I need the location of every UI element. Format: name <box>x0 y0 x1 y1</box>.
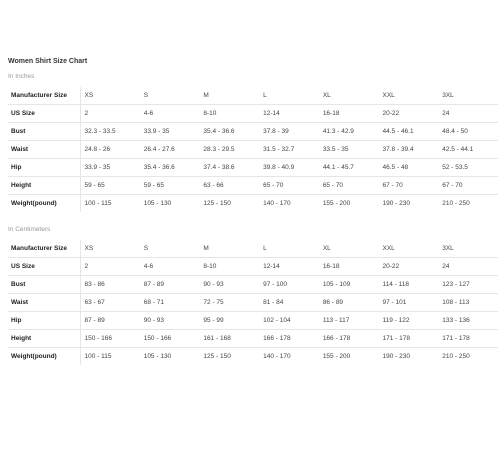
table-cell: 4-6 <box>140 258 200 276</box>
table-cell: S <box>140 240 200 258</box>
table-cell: 140 - 170 <box>263 353 291 360</box>
row-label: Height <box>8 330 80 348</box>
table-cell: 171 - 178 <box>379 330 439 348</box>
table-cell: 123 - 127 <box>438 276 498 294</box>
table-cell: L <box>259 240 319 258</box>
row-label: Weight(pound) <box>8 195 80 213</box>
centimeters-caption: In Centimeters <box>8 226 51 233</box>
table-cell: 12-14 <box>259 258 319 276</box>
table-row <box>8 195 498 213</box>
table-cell: L <box>259 87 319 105</box>
table-cell: 90 - 93 <box>199 276 259 294</box>
table-cell: 190 - 230 <box>382 200 410 207</box>
table-row <box>8 123 498 141</box>
table-cell: 171 - 178 <box>438 330 498 348</box>
table-cell: 35.4 - 36.6 <box>140 159 200 177</box>
table-cell: 41.3 - 42.9 <box>319 123 379 141</box>
table-cell: 33.5 - 35 <box>319 141 379 159</box>
table-row <box>8 87 498 105</box>
table-cell: 12-14 <box>259 105 319 123</box>
table-cell: XL <box>319 87 379 105</box>
table-cell: 155 - 200 <box>322 353 351 360</box>
table-cell: 59 - 65 <box>80 177 140 195</box>
table-cell: 24 <box>438 105 498 123</box>
table-cell: 108 - 113 <box>438 294 498 312</box>
table-cell: 114 - 118 <box>379 276 439 294</box>
table-row <box>8 159 498 177</box>
row-label: US Size <box>8 105 80 123</box>
inches-size-table <box>8 87 498 212</box>
table-cell: 72 - 75 <box>199 294 259 312</box>
table-row <box>8 258 498 276</box>
table-cell: 39.8 - 40.9 <box>259 159 319 177</box>
table-row <box>8 294 498 312</box>
table-cell: 48.4 - 50 <box>438 123 498 141</box>
table-cell: M <box>199 240 259 258</box>
row-label: Bust <box>8 276 80 294</box>
table-row <box>8 177 498 195</box>
table-cell: 46.5 - 48 <box>379 159 439 177</box>
row-label: Height <box>8 177 80 195</box>
table-cell: 65 - 70 <box>319 177 379 195</box>
table-cell: 37.8 - 39.4 <box>379 141 439 159</box>
table-cell: 81 - 84 <box>259 294 319 312</box>
table-cell: 8-10 <box>199 105 259 123</box>
table-cell: 155 - 200 <box>322 200 351 207</box>
table-cell: 3XL <box>438 240 498 258</box>
table-cell: 44.1 - 45.7 <box>319 159 379 177</box>
table-cell: 2 <box>80 105 140 123</box>
table-cell: XS <box>80 240 140 258</box>
table-cell: 68 - 71 <box>140 294 200 312</box>
table-cell: M <box>199 87 259 105</box>
centimeters-size-table <box>8 240 498 365</box>
table-cell: 97 - 101 <box>379 294 439 312</box>
table-cell: 52 - 53.5 <box>438 159 498 177</box>
table-cell: 65 - 70 <box>259 177 319 195</box>
table-cell: 35.4 - 36.6 <box>199 123 259 141</box>
table-cell: 63 - 67 <box>80 294 140 312</box>
table-cell: 8-10 <box>199 258 259 276</box>
table-row <box>8 348 498 366</box>
table-cell: 42.5 - 44.1 <box>438 141 498 159</box>
table-cell: XXL <box>379 87 439 105</box>
table-cell: 105 - 109 <box>319 276 379 294</box>
table-cell: 90 - 93 <box>140 312 200 330</box>
table-cell: 3XL <box>438 87 498 105</box>
table-cell: 95 - 99 <box>199 312 259 330</box>
row-label: Waist <box>8 294 80 312</box>
table-cell: 113 - 117 <box>319 312 379 330</box>
table-cell: 140 - 170 <box>263 200 291 207</box>
table-cell: 150 - 166 <box>80 330 140 348</box>
table-cell: 133 - 136 <box>438 312 498 330</box>
table-cell: 125 - 150 <box>203 353 231 360</box>
table-cell: 26.4 - 27.6 <box>140 141 200 159</box>
table-cell: 63 - 66 <box>199 177 259 195</box>
row-label: Hip <box>8 159 80 177</box>
table-cell: 37.8 - 39 <box>259 123 319 141</box>
table-cell: 119 - 122 <box>379 312 439 330</box>
table-cell: 20-22 <box>379 105 439 123</box>
table-cell: 28.3 - 29.5 <box>199 141 259 159</box>
table-cell: XS <box>80 87 140 105</box>
table-cell: 125 - 150 <box>203 200 231 207</box>
table-cell: XXL <box>379 240 439 258</box>
table-cell: 16-18 <box>319 258 379 276</box>
table-row <box>8 240 498 258</box>
table-row <box>8 276 498 294</box>
row-label: Bust <box>8 123 80 141</box>
table-cell: 102 - 104 <box>259 312 319 330</box>
table-cell: 16-18 <box>319 105 379 123</box>
table-cell: 87 - 89 <box>140 276 200 294</box>
table-cell: 87 - 89 <box>80 312 140 330</box>
table-row <box>8 105 498 123</box>
table-cell: 24 <box>438 258 498 276</box>
table-cell: 210 - 250 <box>442 200 470 207</box>
table-cell: 190 - 230 <box>382 353 410 360</box>
table-cell: 166 - 178 <box>319 330 379 348</box>
table-cell: 2 <box>80 258 140 276</box>
table-cell: 37.4 - 38.6 <box>199 159 259 177</box>
table-cell: 105 - 130 <box>143 353 172 360</box>
row-label: Manufacturer Size <box>8 240 80 258</box>
table-cell: 32.3 - 33.5 <box>80 123 140 141</box>
table-cell: 59 - 65 <box>140 177 200 195</box>
table-cell: 31.5 - 32.7 <box>259 141 319 159</box>
table-cell: 166 - 178 <box>259 330 319 348</box>
table-cell: 33.9 - 35 <box>80 159 140 177</box>
row-label: Manufacturer Size <box>8 87 80 105</box>
table-row <box>8 330 498 348</box>
table-row <box>8 141 498 159</box>
table-cell: S <box>140 87 200 105</box>
row-label: Waist <box>8 141 80 159</box>
table-cell: 4-6 <box>140 105 200 123</box>
table-cell: 105 - 130 <box>143 200 172 207</box>
table-cell: 100 - 115 <box>84 200 112 207</box>
row-label: Hip <box>8 312 80 330</box>
table-cell: 44.5 - 46.1 <box>379 123 439 141</box>
table-cell: 210 - 250 <box>442 353 470 360</box>
row-label: US Size <box>8 258 80 276</box>
table-cell: 97 - 100 <box>259 276 319 294</box>
table-cell: XL <box>319 240 379 258</box>
inches-caption: In Inches <box>8 73 35 80</box>
table-cell: 33.9 - 35 <box>140 123 200 141</box>
table-cell: 20-22 <box>379 258 439 276</box>
table-cell: 161 - 168 <box>199 330 259 348</box>
table-row <box>8 312 498 330</box>
table-cell: 86 - 89 <box>319 294 379 312</box>
table-cell: 67 - 70 <box>438 177 498 195</box>
page-title: Women Shirt Size Chart <box>8 58 88 65</box>
table-cell: 100 - 115 <box>84 353 112 360</box>
table-cell: 150 - 166 <box>140 330 200 348</box>
table-cell: 83 - 86 <box>80 276 140 294</box>
table-cell: 67 - 70 <box>379 177 439 195</box>
row-label: Weight(pound) <box>8 348 80 366</box>
table-cell: 24.8 - 26 <box>80 141 140 159</box>
